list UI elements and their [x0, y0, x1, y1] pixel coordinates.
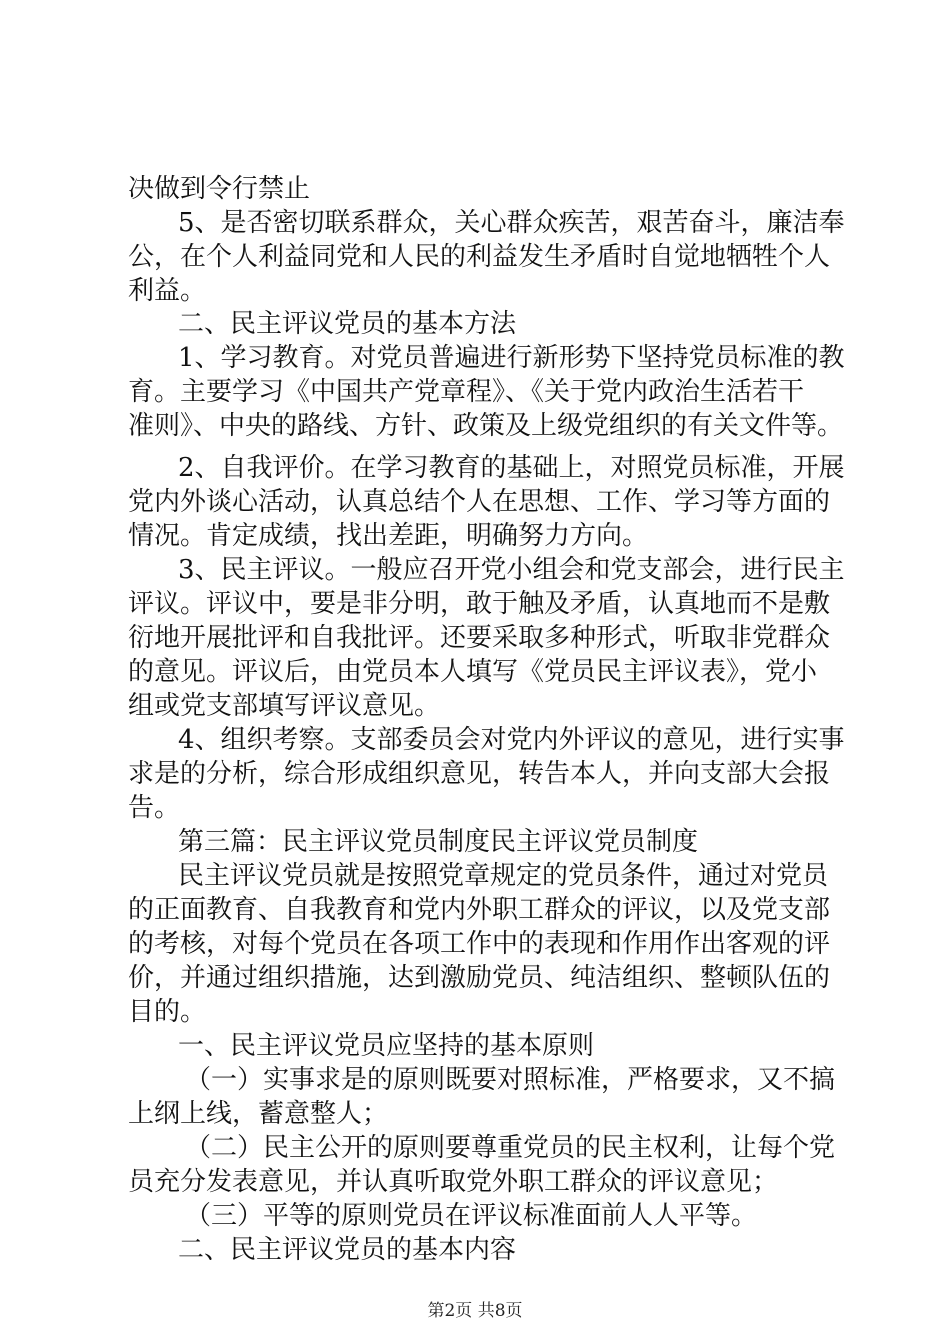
page-number-footer: 第2页 共8页	[427, 1301, 523, 1321]
text-line: 衍地开展批评和自我批评。还要采取多种形式，听取非党群众	[128, 623, 831, 653]
text-line: 的正面教育、自我教育和党内外职工群众的评议，以及党支部	[128, 895, 831, 925]
text-line: 党内外谈心活动，认真总结个人在思想、工作、学习等方面的	[128, 487, 831, 517]
text-line: 2、自我评价。在学习教育的基础上，对照党员标准，开展	[178, 453, 845, 483]
section-heading: 一、民主评议党员应坚持的基本原则	[178, 1031, 595, 1061]
text-line: 目的。	[128, 997, 207, 1027]
text-line: 的意见。评议后，由党员本人填写《党员民主评议表》，党小	[128, 657, 818, 687]
text-line: 3、民主评议。一般应召开党小组会和党支部会，进行民主	[178, 555, 845, 585]
text-line: （二）民主公开的原则要尊重党员的民主权利，让每个党	[185, 1133, 836, 1163]
text-line: 准则》、中央的路线、方针、政策及上级党组织的有关文件等。	[128, 411, 844, 441]
text-line: 决做到令行禁止	[128, 174, 311, 204]
section-heading: 二、民主评议党员的基本内容	[178, 1235, 517, 1265]
article-heading: 第三篇：民主评议党员制度民主评议党员制度	[178, 827, 699, 857]
text-line: 民主评议党员就是按照党章规定的党员条件，通过对党员	[178, 861, 829, 891]
text-line: 5、是否密切联系群众，关心群众疾苦，艰苦奋斗，廉洁奉	[178, 208, 845, 238]
text-line: 情况。肯定成绩，找出差距，明确努力方向。	[128, 521, 649, 551]
text-line: （一）实事求是的原则既要对照标准，严格要求，又不搞	[185, 1065, 836, 1095]
text-line: 评议。评议中，要是非分明，敢于触及矛盾，认真地而不是敷	[128, 589, 831, 619]
text-line: （三）平等的原则党员在评议标准面前人人平等。	[185, 1201, 758, 1231]
text-line: 4、组织考察。支部委员会对党内外评议的意见，进行实事	[178, 725, 845, 755]
text-line: 育。主要学习《中国共产党章程》、《关于党内政治生活若干	[128, 377, 805, 407]
text-line: 组或党支部填写评议意见。	[128, 691, 441, 721]
text-line: 的考核，对每个党员在各项工作中的表现和作用作出客观的评	[128, 929, 831, 959]
text-line: 求是的分析，综合形成组织意见，转告本人，并向支部大会报	[128, 759, 831, 789]
section-heading: 二、民主评议党员的基本方法	[178, 309, 517, 339]
text-line: 上纲上线，蓄意整人；	[128, 1099, 389, 1129]
text-line: 公，在个人利益同党和人民的利益发生矛盾时自觉地牺牲个人	[128, 242, 831, 272]
text-line: 价，并通过组织措施，达到激励党员、纯洁组织、整顿队伍的	[128, 963, 831, 993]
text-line: 1、学习教育。对党员普遍进行新形势下坚持党员标准的教	[178, 343, 845, 373]
text-line: 利益。	[128, 276, 207, 306]
text-line: 员充分发表意见，并认真听取党外职工群众的评议意见；	[128, 1167, 779, 1197]
text-line: 告。	[128, 793, 181, 823]
